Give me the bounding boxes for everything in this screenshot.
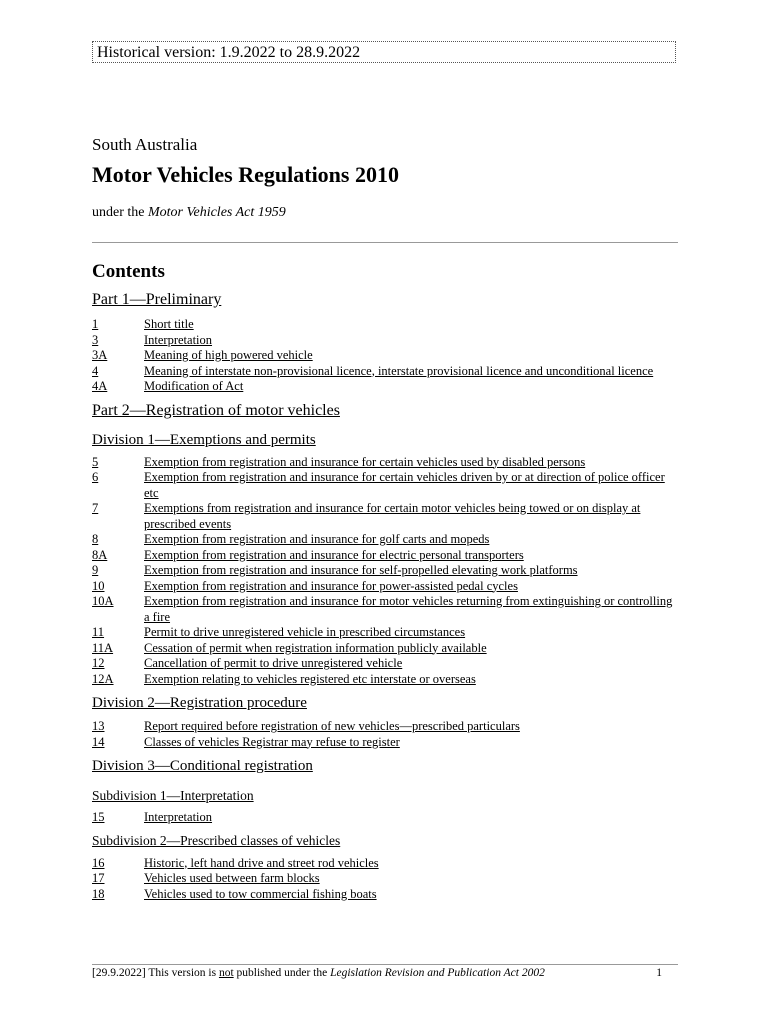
toc-entry-number: 11A: [92, 640, 114, 655]
toc-entry-number: 4: [92, 363, 99, 378]
toc-entry[interactable]: [92, 532, 678, 548]
toc-entry-number: 18: [92, 886, 105, 901]
toc-entry-title: Historic, left hand drive and street rod vehicles: [144, 855, 379, 870]
toc-entry-title: Exemptions from registration and insurance for certain motor vehicles being towed or on display at prescribed events: [144, 501, 641, 531]
toc-entry-number: 10: [92, 578, 105, 593]
toc-entry[interactable]: [92, 594, 678, 625]
toc-entry-title: Exemption from registration and insurance for certain vehicles driven by or at direction of police officer etc: [144, 470, 665, 500]
toc-entry-number: 5: [92, 454, 99, 469]
toc-entry-title: Exemption from registration and insurance for motor vehicles returning from extinguishing or controlling a fire: [144, 594, 673, 624]
toc-entry-title: Vehicles used between farm blocks: [144, 871, 320, 885]
toc-entry[interactable]: [92, 548, 678, 564]
footer-act-name: Legislation Revision and Publication Act 2002: [330, 967, 545, 979]
toc-entry[interactable]: [92, 501, 678, 532]
toc-entry[interactable]: [92, 563, 678, 579]
toc-entry-title: Meaning of interstate non-provisional licence, interstate provisional licence and unconditional licence: [144, 363, 654, 378]
toc-entry[interactable]: [92, 887, 678, 903]
toc-subdivision-2[interactable]: Subdivision 2—Prescribed classes of vehicles: [92, 832, 341, 848]
toc-entry-title: Cessation of permit when registration information publicly available: [144, 640, 487, 655]
footer-text-a: This version is: [145, 967, 219, 979]
toc-entry-title: Cancellation of permit to drive unregistered vehicle: [144, 656, 403, 670]
toc-entry-title: Classes of vehicles Registrar may refuse to register: [144, 734, 400, 749]
toc-entry-number: 15: [92, 810, 105, 824]
toc-subdivision-1-entries: [92, 810, 678, 826]
toc-subdivision-2-entries: [92, 856, 678, 903]
toc-part-1-entries: [92, 317, 678, 395]
toc-entry[interactable]: [92, 856, 678, 872]
toc-entry[interactable]: [92, 579, 678, 595]
toc-entry[interactable]: [92, 348, 678, 364]
toc-entry-title: Vehicles used to tow commercial fishing boats: [144, 886, 377, 901]
footer-not: not: [218, 967, 234, 979]
toc-entry-number: 4A: [92, 379, 108, 393]
toc-entry-title: Report required before registration of new vehicles—prescribed particulars: [144, 719, 520, 733]
page-footer: [92, 967, 662, 979]
toc-entry-title: Exemption from registration and insurance for power-assisted pedal cycles: [144, 578, 518, 593]
footer-text-b: published under the: [233, 967, 331, 979]
toc-entry[interactable]: [92, 719, 678, 735]
toc-entry[interactable]: [92, 470, 678, 501]
toc-part-2[interactable]: Part 2—Registration of motor vehicles: [92, 401, 340, 419]
toc-entry-title: Interpretation: [144, 810, 213, 824]
toc-entry[interactable]: [92, 625, 678, 641]
toc-entry-number: 13: [92, 719, 105, 733]
toc-entry-number: 7: [92, 501, 99, 515]
toc-entry[interactable]: [92, 317, 678, 333]
toc-division-3[interactable]: Division 3—Conditional registration: [92, 758, 313, 774]
toc-entry[interactable]: [92, 871, 678, 887]
page-number: 1: [656, 967, 662, 979]
toc-entry-title: Interpretation: [144, 332, 213, 347]
toc-entry[interactable]: [92, 672, 678, 688]
toc-entry[interactable]: [92, 810, 678, 826]
toc-entry-number: 16: [92, 855, 105, 870]
contents-heading: Contents: [92, 261, 165, 282]
toc-entry-number: 14: [92, 734, 105, 749]
toc-entry[interactable]: [92, 735, 678, 751]
toc-entry-number: 12: [92, 656, 105, 670]
toc-entry-number: 11: [92, 625, 105, 639]
toc-entry-title: Exemption from registration and insurance for certain vehicles used by disabled persons: [144, 454, 586, 469]
jurisdiction: South Australia: [92, 135, 198, 154]
toc-division-2-entries: [92, 719, 678, 750]
enabling-act-line: [92, 205, 286, 221]
toc-entry[interactable]: [92, 455, 678, 471]
footer-notice: [92, 967, 545, 979]
toc-entry-title: Short title: [144, 317, 194, 331]
toc-entry-number: 9: [92, 563, 99, 577]
footer-divider: [92, 964, 678, 965]
toc-entry-number: 6: [92, 470, 99, 484]
toc-entry[interactable]: [92, 656, 678, 672]
toc-entry-number: 17: [92, 871, 105, 885]
footer-date: [29.9.2022]: [92, 967, 146, 979]
toc-entry-title: Exemption from registration and insurance for electric personal transporters: [144, 547, 524, 562]
toc-entry[interactable]: [92, 379, 678, 395]
toc-entry-title: Exemption from registration and insurance for golf carts and mopeds: [144, 532, 490, 546]
toc-division-1-entries: [92, 455, 678, 688]
toc-entry-title: Meaning of high powered vehicle: [144, 348, 313, 362]
toc-division-1[interactable]: Division 1—Exemptions and permits: [92, 431, 316, 448]
toc-entry-number: 10A: [92, 594, 114, 608]
toc-entry-title: Exemption relating to vehicles registered etc interstate or overseas: [144, 671, 476, 686]
document-title: Motor Vehicles Regulations 2010: [92, 162, 399, 187]
toc-entry-number: 8A: [92, 547, 108, 562]
historical-version-banner: Historical version: 1.9.2022 to 28.9.2022: [92, 41, 676, 63]
toc-entry-title: Modification of Act: [144, 379, 244, 393]
toc-subdivision-1[interactable]: Subdivision 1—Interpretation: [92, 788, 254, 803]
enabling-act-name: Motor Vehicles Act 1959: [147, 205, 286, 220]
toc-entry[interactable]: [92, 333, 678, 349]
toc-entry-title: Permit to drive unregistered vehicle in prescribed circumstances: [144, 625, 466, 639]
toc-entry-number: 1: [92, 317, 99, 331]
toc-entry-number: 3A: [92, 348, 108, 362]
toc-entry-title: Exemption from registration and insurance for self-propelled elevating work platforms: [144, 563, 578, 577]
toc-entry[interactable]: [92, 364, 678, 380]
toc-entry[interactable]: [92, 641, 678, 657]
toc-entry-number: 8: [92, 532, 99, 546]
under-prefix: under the: [92, 205, 148, 220]
table-of-contents: [92, 290, 678, 902]
title-divider: [92, 242, 678, 243]
toc-entry-number: 3: [92, 332, 99, 347]
toc-entry-number: 12A: [92, 671, 114, 686]
toc-division-2[interactable]: Division 2—Registration procedure: [92, 695, 307, 711]
toc-part-1[interactable]: Part 1—Preliminary: [92, 291, 222, 308]
